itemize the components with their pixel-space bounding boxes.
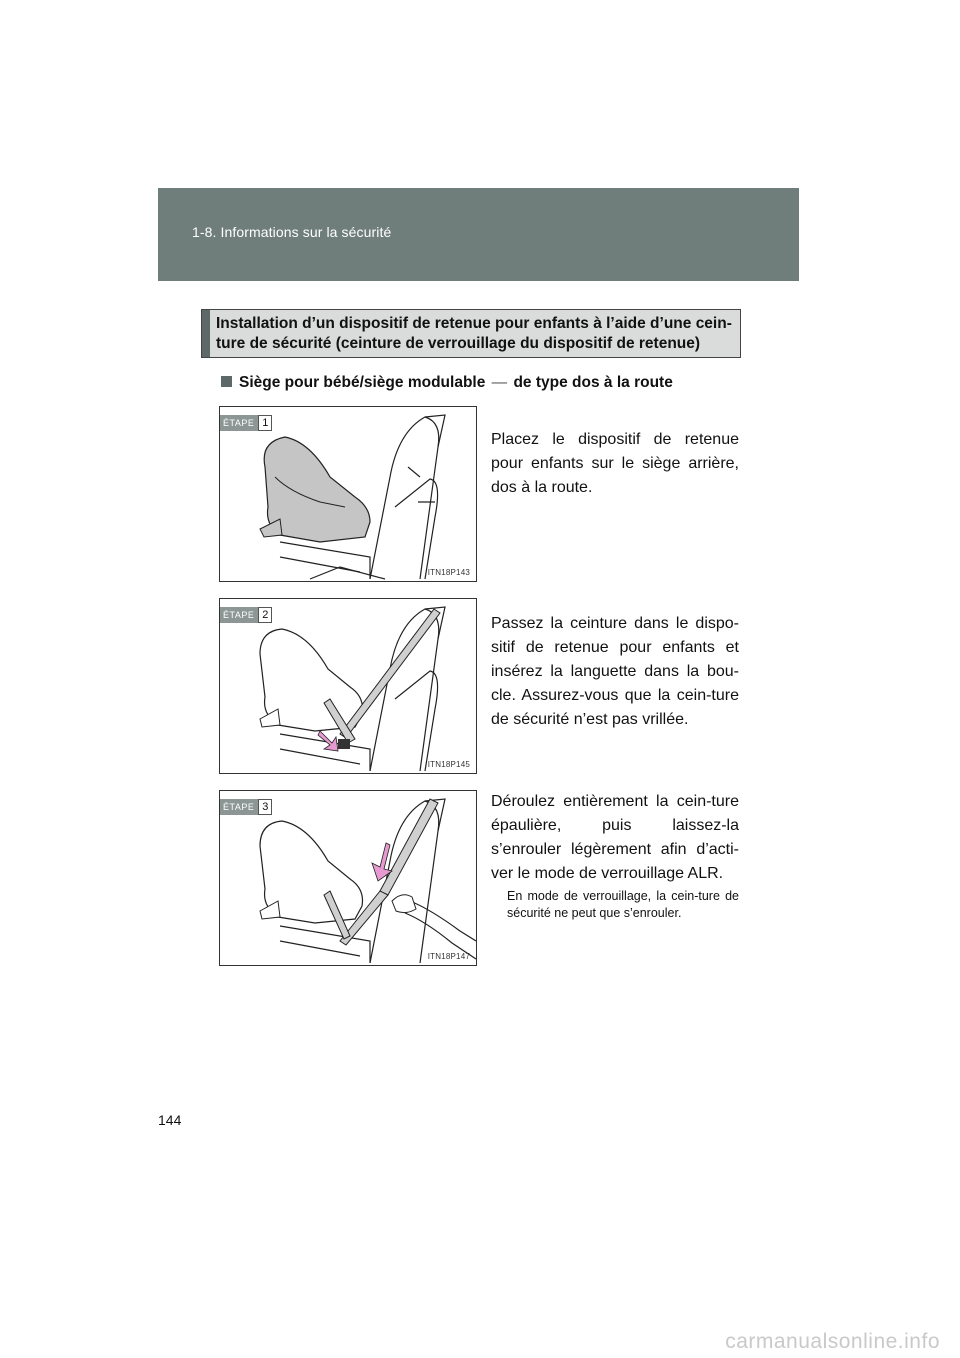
subsection-title-accent: [202, 310, 210, 357]
page-number: 144: [158, 1112, 182, 1128]
subsection-title-line2: ture de sécurité (ceinture de verrouillage du dispositif de retenue): [216, 335, 701, 352]
step-2-text: Passez la ceinture dans le dispo-sitif de retenue pour enfants et insérez la languette dans la bou-cle. Assurez-vous que la cein-ture de sécurité n’est pas vrillée.: [491, 615, 739, 728]
step-2-tag: [220, 607, 272, 623]
step-2-figure: [219, 598, 477, 774]
step-3-illustration: [220, 791, 476, 965]
subsection-title-line1: Installation d’un dispositif de retenue pour enfants à l’aide d’une cein-: [216, 315, 732, 332]
subsection-title-box: [201, 309, 741, 358]
figure-code: ITN18P147: [427, 952, 470, 961]
step-3-figure: [219, 790, 477, 966]
square-bullet-icon: [221, 376, 232, 387]
step-1-text: Placez le dispositif de retenue pour enfants sur le siège arrière, dos à la route.: [491, 431, 739, 496]
step-3-note: En mode de verrouillage, la cein-ture de sécurité ne peut que s’enrouler.: [507, 889, 739, 920]
watermark: carmanualsonline.info: [725, 1330, 940, 1353]
step-1-illustration: [220, 407, 476, 581]
step-label: ÉTAPE: [220, 607, 258, 623]
step-label: ÉTAPE: [220, 799, 258, 815]
step-number: 1: [258, 415, 272, 431]
heading-dash: —: [491, 374, 508, 391]
step-3-text: Déroulez entièrement la cein-ture épaulière, puis laissez-la s’enrouler légèrement afin d’acti-ver le mode de verrouillage ALR.: [491, 793, 739, 882]
bullet-heading: [221, 374, 673, 392]
section-header-band: [158, 188, 799, 281]
heading-part1: Siège pour bébé/siège modulable: [239, 374, 486, 391]
heading-part2: de type dos à la route: [513, 374, 673, 391]
step-number: 2: [258, 607, 272, 623]
step-2-illustration: [220, 599, 476, 773]
figure-code: ITN18P143: [427, 568, 470, 577]
step-1-tag: [220, 415, 272, 431]
figure-code: ITN18P145: [427, 760, 470, 769]
section-title: 1-8. Informations sur la sécurité: [192, 224, 392, 240]
subsection-title: [216, 314, 734, 354]
step-label: ÉTAPE: [220, 415, 258, 431]
step-number: 3: [258, 799, 272, 815]
step-1-figure: [219, 406, 477, 582]
step-3-tag: [220, 799, 272, 815]
